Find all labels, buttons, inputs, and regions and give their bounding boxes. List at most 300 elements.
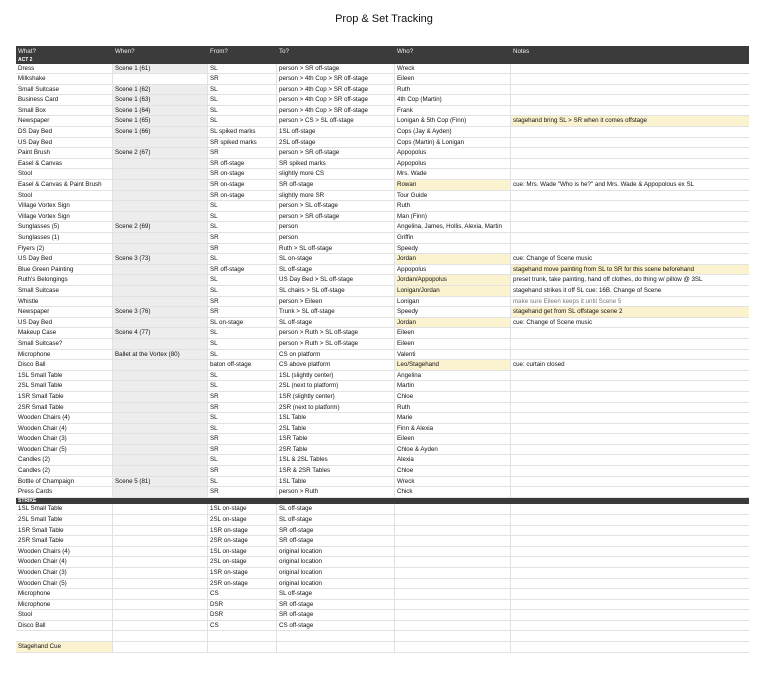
cell-to[interactable]: SL off-stage <box>277 515 395 525</box>
cell-to[interactable]: SL off-stage <box>277 504 395 514</box>
cell-what[interactable]: Disco Ball <box>16 360 113 370</box>
cell-notes[interactable] <box>511 127 749 137</box>
cell-notes[interactable] <box>511 95 749 105</box>
cell-when[interactable] <box>113 621 208 631</box>
cell-notes[interactable] <box>511 371 749 381</box>
cell-to[interactable]: 1SR (slightly center) <box>277 392 395 402</box>
cell-to[interactable]: SR off-stage <box>277 610 395 620</box>
cell-from[interactable]: SL on-stage <box>208 318 277 328</box>
cell-notes[interactable] <box>511 159 749 169</box>
cell-what[interactable]: Newspaper <box>16 307 113 317</box>
cell-to[interactable] <box>277 631 395 641</box>
cell-to[interactable]: person > 4th Cop > SR off-stage <box>277 95 395 105</box>
cell-from[interactable]: SL <box>208 116 277 126</box>
cell-what[interactable]: US Day Bed <box>16 318 113 328</box>
cell-what[interactable]: Wooden Chair (3) <box>16 434 113 444</box>
cell-who[interactable]: Eileen <box>395 328 511 338</box>
cell-who[interactable]: Speedy <box>395 307 511 317</box>
cell-from[interactable]: SR off-stage <box>208 159 277 169</box>
cell-notes[interactable]: make sure Eileen keeps it until Scene 5 <box>513 297 622 305</box>
cell-when[interactable] <box>113 589 208 599</box>
cell-to[interactable]: person > Ruth <box>277 487 395 497</box>
header-notes[interactable]: Notes <box>513 48 530 55</box>
cell-notes[interactable] <box>511 536 749 546</box>
cell-notes[interactable] <box>511 85 749 95</box>
header-from[interactable]: From? <box>210 48 228 55</box>
cell-from[interactable]: SL <box>208 286 277 296</box>
cell-to[interactable]: 2SL (next to platform) <box>277 381 395 391</box>
cell-notes[interactable] <box>511 568 749 578</box>
cell-from[interactable]: SL <box>208 477 277 487</box>
cell-what[interactable]: Ruth's Belongings <box>16 275 113 285</box>
cell-to[interactable]: SL chairs > SL off-stage <box>277 286 395 296</box>
cell-when[interactable]: Scene 2 (69) <box>113 222 208 232</box>
cell-who[interactable]: Ruth <box>395 201 511 211</box>
cell-when[interactable] <box>113 600 208 610</box>
cell-what[interactable]: Wooden Chair (5) <box>16 579 113 589</box>
cell-from[interactable]: SR <box>208 74 277 84</box>
cell-from[interactable]: SR on-stage <box>208 180 277 190</box>
cell-notes[interactable] <box>511 138 749 148</box>
cell-notes[interactable]: cue: Change of Scene music <box>513 318 593 326</box>
cell-when[interactable] <box>113 434 208 444</box>
cell-who[interactable]: Lonigan & 5th Cop (Finn) <box>395 116 511 126</box>
cell-what[interactable] <box>16 631 113 641</box>
cell-when[interactable] <box>113 536 208 546</box>
cell-who[interactable] <box>395 589 511 599</box>
cell-who[interactable] <box>395 557 511 567</box>
cell-what[interactable]: Easel & Canvas & Paint Brush <box>16 180 113 190</box>
cell-notes[interactable] <box>511 74 749 84</box>
cell-to[interactable]: 2SL off-stage <box>277 138 395 148</box>
cell-who[interactable]: Finn & Alexia <box>395 424 511 434</box>
cell-from[interactable]: SL <box>208 350 277 360</box>
cell-from[interactable]: SR <box>208 244 277 254</box>
cell-what[interactable]: Stool <box>16 610 113 620</box>
cell-when[interactable] <box>113 610 208 620</box>
cell-from[interactable]: SR <box>208 487 277 497</box>
cell-notes[interactable] <box>511 589 749 599</box>
cell-when[interactable]: Scene 1 (62) <box>113 85 208 95</box>
cell-to[interactable]: 1SL (slightly center) <box>277 371 395 381</box>
cell-who[interactable]: Valenti <box>395 350 511 360</box>
cell-who[interactable]: Jordan <box>395 318 511 328</box>
cell-notes[interactable] <box>511 579 749 589</box>
cell-from[interactable]: SL <box>208 85 277 95</box>
cell-notes[interactable] <box>511 515 749 525</box>
cell-when[interactable] <box>113 339 208 349</box>
cell-when[interactable]: Scene 2 (67) <box>113 148 208 158</box>
cell-to[interactable]: SR off-stage <box>277 536 395 546</box>
cell-what[interactable]: US Day Bed <box>16 138 113 148</box>
cell-notes[interactable]: stagehand bring SL > SR when it comes offstage <box>511 116 749 126</box>
cell-notes[interactable] <box>511 455 749 465</box>
cell-who[interactable]: Eileen <box>395 434 511 444</box>
cell-what[interactable]: Press Cards <box>16 487 113 497</box>
cell-to[interactable]: 1SL & 2SL Tables <box>277 455 395 465</box>
cell-who[interactable]: Ruth <box>395 403 511 413</box>
cell-what[interactable]: DS Day Bed <box>16 127 113 137</box>
cell-who[interactable] <box>395 621 511 631</box>
cell-what[interactable]: Sunglasses (1) <box>16 233 113 243</box>
cell-who[interactable]: Angelina <box>395 371 511 381</box>
cell-what[interactable]: Business Card <box>16 95 113 105</box>
cell-who[interactable]: Eileen <box>395 74 511 84</box>
cell-who[interactable]: Marie <box>395 413 511 423</box>
cell-who[interactable]: Chloe & Ayden <box>395 445 511 455</box>
cell-from[interactable]: SL <box>208 455 277 465</box>
cell-what[interactable]: 2SL Small Table <box>16 515 113 525</box>
cell-when[interactable] <box>113 487 208 497</box>
cell-who[interactable] <box>395 600 511 610</box>
cell-what[interactable]: Easel & Canvas <box>16 159 113 169</box>
cell-notes[interactable] <box>511 201 749 211</box>
cell-to[interactable]: US Day Bed > SL off-stage <box>277 275 395 285</box>
cell-when[interactable] <box>113 413 208 423</box>
cell-when[interactable]: Scene 1 (64) <box>113 106 208 116</box>
cell-who[interactable]: Griffin <box>395 233 511 243</box>
cell-to[interactable]: 2SR (next to platform) <box>277 403 395 413</box>
cell-from[interactable]: 2SR on-stage <box>208 536 277 546</box>
cell-what[interactable]: Wooden Chair (4) <box>16 424 113 434</box>
cell-when[interactable] <box>113 275 208 285</box>
cell-when[interactable] <box>113 265 208 275</box>
cell-what[interactable]: Candles (2) <box>16 466 113 476</box>
cell-when[interactable]: Scene 1 (66) <box>113 127 208 137</box>
cell-notes[interactable] <box>511 424 749 434</box>
header-when[interactable]: When? <box>115 48 135 55</box>
cell-notes[interactable] <box>511 504 749 514</box>
cell-who[interactable]: Frank <box>395 106 511 116</box>
cell-notes[interactable] <box>511 600 749 610</box>
cell-from[interactable]: SR on-stage <box>208 191 277 201</box>
cell-when[interactable] <box>113 392 208 402</box>
cell-when[interactable] <box>113 138 208 148</box>
cell-who[interactable] <box>395 526 511 536</box>
cell-what[interactable]: Flyers (2) <box>16 244 113 254</box>
cell-what[interactable]: 1SL Small Table <box>16 504 113 514</box>
cell-who[interactable]: Ruth <box>395 85 511 95</box>
header-to[interactable]: To? <box>279 48 289 55</box>
cell-from[interactable]: DSR <box>208 610 277 620</box>
cell-to[interactable]: person <box>277 233 395 243</box>
cell-what[interactable]: Milkshake <box>16 74 113 84</box>
cell-from[interactable]: SL <box>208 106 277 116</box>
cell-from[interactable]: baton off-stage <box>208 360 277 370</box>
cell-to[interactable]: person > SR off-stage <box>277 64 395 74</box>
cell-who[interactable] <box>395 631 511 641</box>
cell-to[interactable]: person > SR off-stage <box>277 212 395 222</box>
cell-when[interactable] <box>113 74 208 84</box>
cell-notes[interactable] <box>511 642 749 652</box>
cell-what[interactable]: 1SL Small Table <box>16 371 113 381</box>
cell-from[interactable]: SL spiked marks <box>208 127 277 137</box>
cell-from[interactable]: CS <box>208 621 277 631</box>
cell-to[interactable]: slightly more CS <box>277 169 395 179</box>
cell-who[interactable] <box>395 515 511 525</box>
cell-from[interactable]: SL <box>208 413 277 423</box>
cell-what[interactable]: Village Vortex Sign <box>16 212 113 222</box>
cell-when[interactable] <box>113 424 208 434</box>
cell-notes[interactable] <box>511 413 749 423</box>
cell-to[interactable]: person > SR off-stage <box>277 148 395 158</box>
cell-to[interactable]: person > 4th Cop > SR off-stage <box>277 74 395 84</box>
cell-notes[interactable] <box>511 445 749 455</box>
cell-who[interactable]: Appopolus <box>395 265 511 275</box>
cell-what[interactable]: US Day Bed <box>16 254 113 264</box>
cell-when[interactable]: Scene 4 (77) <box>113 328 208 338</box>
cell-who[interactable] <box>395 547 511 557</box>
cell-from[interactable]: SR <box>208 233 277 243</box>
cell-notes[interactable] <box>511 381 749 391</box>
cell-when[interactable] <box>113 557 208 567</box>
cell-what[interactable]: Stool <box>16 169 113 179</box>
cell-to[interactable]: person <box>277 222 395 232</box>
cell-what[interactable]: 2SR Small Table <box>16 403 113 413</box>
cell-who[interactable]: Appopolus <box>395 148 511 158</box>
cell-from[interactable]: DSR <box>208 600 277 610</box>
cell-who[interactable] <box>395 610 511 620</box>
cell-from[interactable]: SR <box>208 434 277 444</box>
cell-to[interactable]: SL off-stage <box>277 265 395 275</box>
cell-what[interactable]: 2SL Small Table <box>16 381 113 391</box>
cell-to[interactable]: original location <box>277 557 395 567</box>
cell-what[interactable]: Microphone <box>16 600 113 610</box>
cell-who[interactable]: Jordan <box>395 254 511 264</box>
cell-notes[interactable] <box>511 610 749 620</box>
cell-notes[interactable] <box>511 106 749 116</box>
cell-when[interactable] <box>113 212 208 222</box>
cell-to[interactable]: original location <box>277 579 395 589</box>
cell-to[interactable] <box>277 642 395 652</box>
cell-who[interactable]: Lonigan/Jordan <box>395 286 511 296</box>
cell-what[interactable]: Disco Ball <box>16 621 113 631</box>
cell-when[interactable] <box>113 286 208 296</box>
cell-notes[interactable]: stagehand move painting from SL to SR for this scene beforehand <box>511 265 749 275</box>
cell-what[interactable]: 2SR Small Table <box>16 536 113 546</box>
cell-when[interactable] <box>113 445 208 455</box>
cell-when[interactable] <box>113 201 208 211</box>
cell-to[interactable]: 1SL off-stage <box>277 127 395 137</box>
cell-from[interactable]: SR <box>208 392 277 402</box>
cell-who[interactable]: Man (Finn) <box>395 212 511 222</box>
cell-what[interactable]: Small Suitcase <box>16 286 113 296</box>
cell-to[interactable]: person > CS > SL off-stage <box>277 116 395 126</box>
cell-when[interactable] <box>113 526 208 536</box>
cell-notes[interactable] <box>511 350 749 360</box>
cell-from[interactable]: 2SL on-stage <box>208 515 277 525</box>
cell-to[interactable]: slightly more SR <box>277 191 395 201</box>
cell-from[interactable]: SL <box>208 95 277 105</box>
cell-from[interactable]: SL <box>208 424 277 434</box>
cell-from[interactable]: CS <box>208 589 277 599</box>
cell-when[interactable] <box>113 169 208 179</box>
cell-what[interactable]: Newspaper <box>16 116 113 126</box>
cell-who[interactable]: Cops (Jay & Ayden) <box>395 127 511 137</box>
cell-when[interactable] <box>113 631 208 641</box>
cell-when[interactable] <box>113 244 208 254</box>
cell-from[interactable]: 2SL on-stage <box>208 557 277 567</box>
cell-who[interactable] <box>395 536 511 546</box>
cell-to[interactable]: CS above platform <box>277 360 395 370</box>
cell-to[interactable]: person > SL off-stage <box>277 201 395 211</box>
cell-who[interactable] <box>395 568 511 578</box>
cell-what[interactable]: Small Suitcase? <box>16 339 113 349</box>
cell-when[interactable]: Scene 1 (61) <box>113 64 208 74</box>
cell-notes[interactable] <box>511 547 749 557</box>
cell-to[interactable]: 1SL Table <box>277 477 395 487</box>
cell-when[interactable] <box>113 547 208 557</box>
cell-what[interactable]: Wooden Chair (5) <box>16 445 113 455</box>
cell-who[interactable]: Chick <box>395 487 511 497</box>
cell-from[interactable]: SL <box>208 328 277 338</box>
cell-to[interactable]: SR off-stage <box>277 600 395 610</box>
cell-who[interactable]: Wreck <box>395 477 511 487</box>
cell-notes[interactable] <box>511 487 749 497</box>
cell-to[interactable]: Trunk > SL off-stage <box>277 307 395 317</box>
cell-from[interactable]: SL <box>208 64 277 74</box>
cell-who[interactable]: Wreck <box>395 64 511 74</box>
cell-notes[interactable]: stagehand strikes it off SL cue: 16B. Change of Scene <box>513 286 662 294</box>
cell-from[interactable]: 1SL on-stage <box>208 504 277 514</box>
cell-to[interactable]: CS off-stage <box>277 621 395 631</box>
cell-when[interactable] <box>113 568 208 578</box>
cell-notes[interactable] <box>511 64 749 74</box>
cell-to[interactable]: person > 4th Cop > SR off-stage <box>277 106 395 116</box>
cell-who[interactable]: Leo/Stagehand <box>395 360 511 370</box>
cell-when[interactable] <box>113 371 208 381</box>
cell-notes[interactable] <box>511 466 749 476</box>
cell-from[interactable]: SL <box>208 222 277 232</box>
cell-notes[interactable] <box>511 526 749 536</box>
cell-what[interactable]: Wooden Chairs (4) <box>16 413 113 423</box>
cell-notes[interactable] <box>511 339 749 349</box>
cell-notes[interactable]: cue: curtain closed <box>513 361 565 369</box>
cell-what[interactable]: Wooden Chair (3) <box>16 568 113 578</box>
cell-who[interactable]: Eileen <box>395 339 511 349</box>
cell-what[interactable]: Small Suitcase <box>16 85 113 95</box>
cell-who[interactable]: Mrs. Wade <box>395 169 511 179</box>
cell-from[interactable]: SR <box>208 148 277 158</box>
cell-to[interactable]: original location <box>277 547 395 557</box>
cell-from[interactable]: 1SR on-stage <box>208 568 277 578</box>
cell-to[interactable]: SL off-stage <box>277 318 395 328</box>
cell-what[interactable]: 1SR Small Table <box>16 526 113 536</box>
cell-from[interactable]: SR off-stage <box>208 265 277 275</box>
cell-notes[interactable] <box>511 392 749 402</box>
header-what[interactable]: What? <box>18 48 36 55</box>
cell-to[interactable]: Ruth > SL off-stage <box>277 244 395 254</box>
cell-notes[interactable]: cue: Mrs. Wade "Who is he?" and Mrs. Wade & Appopolous ex SL <box>513 181 695 189</box>
header-who[interactable]: Who? <box>397 48 414 55</box>
cell-when[interactable] <box>113 642 208 652</box>
cell-what[interactable]: Dress <box>16 64 113 74</box>
cell-when[interactable] <box>113 180 208 190</box>
cell-what[interactable]: Paint Brush <box>16 148 113 158</box>
cell-to[interactable]: person > 4th Cop > SR off-stage <box>277 85 395 95</box>
cell-notes[interactable] <box>511 244 749 254</box>
cell-what[interactable]: Blue Green Painting <box>16 265 113 275</box>
cell-from[interactable]: SL <box>208 275 277 285</box>
cell-what[interactable]: Village Vortex Sign <box>16 201 113 211</box>
cell-notes[interactable] <box>511 403 749 413</box>
cell-what[interactable]: Bottle of Champaign <box>16 477 113 487</box>
cell-to[interactable]: 1SL Table <box>277 413 395 423</box>
cell-when[interactable] <box>113 381 208 391</box>
cell-from[interactable]: 2SR on-stage <box>208 579 277 589</box>
cell-from[interactable]: SR spiked marks <box>208 138 277 148</box>
cell-notes[interactable] <box>511 169 749 179</box>
cell-who[interactable]: Chloe <box>395 466 511 476</box>
cell-when[interactable]: Ballet at the Vortex (80) <box>113 350 208 360</box>
cell-when[interactable] <box>113 233 208 243</box>
cell-from[interactable]: 1SL on-stage <box>208 547 277 557</box>
cell-who[interactable]: Appopolus <box>395 159 511 169</box>
cell-when[interactable] <box>113 466 208 476</box>
cell-when[interactable]: Scene 3 (73) <box>113 254 208 264</box>
cell-when[interactable]: Scene 1 (65) <box>113 116 208 126</box>
cell-from[interactable]: 1SR on-stage <box>208 526 277 536</box>
cell-from[interactable]: SL <box>208 254 277 264</box>
cell-who[interactable]: Tour Guide <box>395 191 511 201</box>
cell-when[interactable] <box>113 403 208 413</box>
cell-to[interactable]: person > Eileen <box>277 297 395 307</box>
cell-notes[interactable] <box>511 328 749 338</box>
cell-when[interactable] <box>113 159 208 169</box>
cell-who[interactable]: Rowan <box>395 180 511 190</box>
cell-from[interactable]: SR on-stage <box>208 169 277 179</box>
cell-who[interactable]: Jordan/Appopolus <box>395 275 511 285</box>
cell-what[interactable]: Microphone <box>16 350 113 360</box>
cell-who[interactable] <box>395 579 511 589</box>
cell-when[interactable] <box>113 455 208 465</box>
cell-when[interactable] <box>113 579 208 589</box>
cell-when[interactable]: Scene 1 (63) <box>113 95 208 105</box>
cell-from[interactable]: SL <box>208 371 277 381</box>
cell-to[interactable]: person > Ruth > SL off-stage <box>277 328 395 338</box>
cell-when[interactable]: Scene 3 (76) <box>113 307 208 317</box>
cell-what[interactable]: Wooden Chairs (4) <box>16 547 113 557</box>
cell-notes[interactable] <box>511 233 749 243</box>
cell-who[interactable]: Chloe <box>395 392 511 402</box>
cell-to[interactable]: SR spiked marks <box>277 159 395 169</box>
cell-to[interactable]: original location <box>277 568 395 578</box>
cell-to[interactable]: CS on platform <box>277 350 395 360</box>
cell-from[interactable]: SL <box>208 381 277 391</box>
cell-who[interactable]: Lonigan <box>395 297 511 307</box>
cell-to[interactable]: SL on-stage <box>277 254 395 264</box>
cell-who[interactable]: Cops (Martin) & Lonigan <box>395 138 511 148</box>
cell-what[interactable]: Microphone <box>16 589 113 599</box>
cell-when[interactable] <box>113 515 208 525</box>
cell-from[interactable] <box>208 642 277 652</box>
cell-to[interactable]: 1SR & 2SR Tables <box>277 466 395 476</box>
cell-to[interactable]: SR off-stage <box>277 526 395 536</box>
cell-who[interactable] <box>395 504 511 514</box>
cell-what[interactable]: Whistle <box>16 297 113 307</box>
cell-from[interactable]: SR <box>208 297 277 307</box>
cell-notes[interactable] <box>511 557 749 567</box>
cell-what[interactable]: 1SR Small Table <box>16 392 113 402</box>
cell-notes[interactable] <box>511 434 749 444</box>
cell-from[interactable]: SL <box>208 201 277 211</box>
cell-notes[interactable] <box>511 477 749 487</box>
cell-to[interactable]: 2SL Table <box>277 424 395 434</box>
cell-from[interactable]: SR <box>208 466 277 476</box>
cell-what[interactable]: Candles (2) <box>16 455 113 465</box>
cell-notes[interactable] <box>511 621 749 631</box>
cell-from[interactable]: SL <box>208 339 277 349</box>
